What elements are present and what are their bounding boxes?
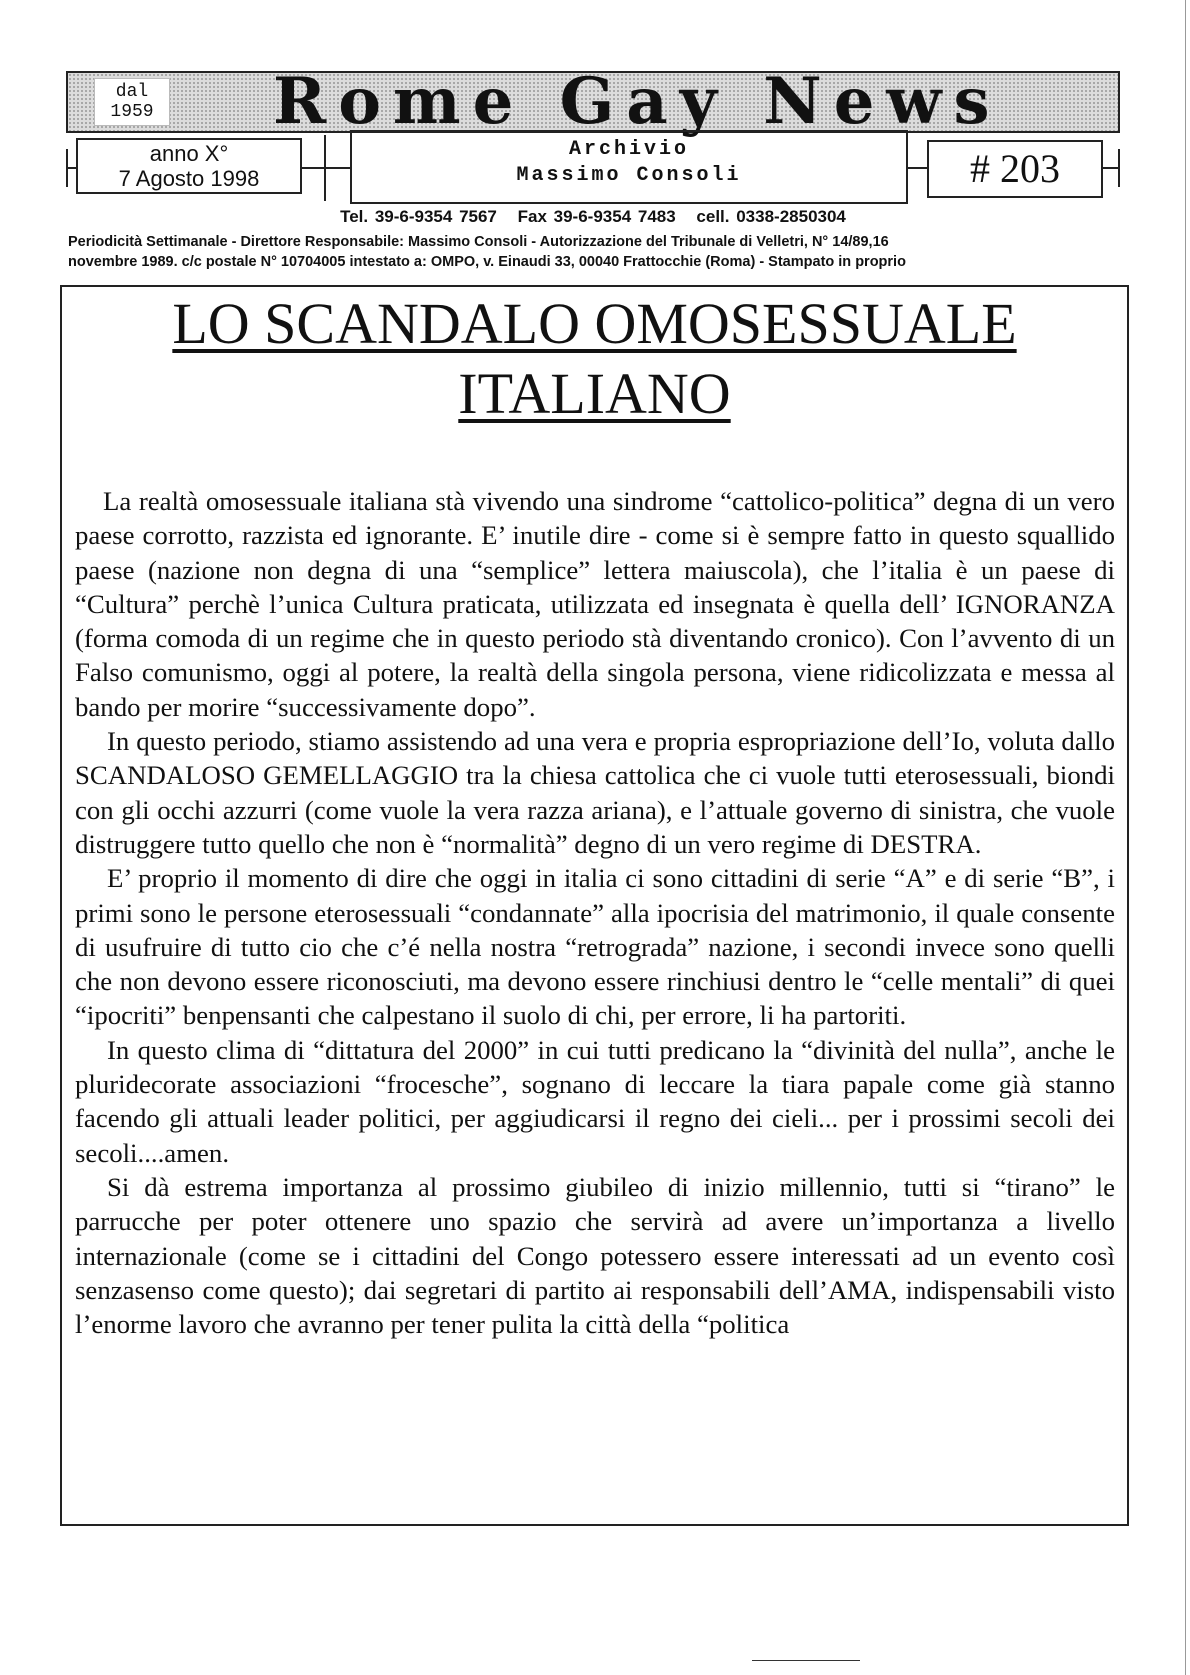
archive-owner: Massimo Consoli [516, 164, 742, 187]
footer-rule [752, 1660, 860, 1661]
archive-box [350, 130, 908, 204]
connector-rule [1118, 149, 1120, 187]
page-edge-line [1185, 0, 1186, 1675]
issue-number: # 203 [970, 146, 1060, 191]
issue-info-box [76, 138, 302, 194]
connector-rule [908, 167, 927, 169]
connector-rule [324, 135, 326, 201]
article-paragraph: In questo periodo, stiamo assistendo ad una vera e propria espropriazione dell’Io, voluta dallo SCANDALOSO GEMELLAGGIO tra la chiesa cattolica che ci vuole tutti eterosessuali, biondi con gli occhi azzurri (come vuole la vera razza ariana), e l’attuale governo di sinistra, che vuole distruggere tutto quello che non è “normalità” degno di un vero regime di DESTRA. [75, 726, 1115, 859]
issue-year: anno X° [149, 141, 229, 166]
since-label: dal [115, 82, 149, 102]
connector-rule [66, 149, 68, 187]
headline-line-2: ITALIANO [458, 361, 731, 426]
article-paragraph: In questo clima di “dittatura del 2000” in cui tutti predicano la “divinità del nulla”, anche le pluridecorate associazioni “frocesche”, sognano di leccare la tiara papale come già stanno facendo gli attuali leader politici, per aggiudicarsi il regno dei cieli... per i prossimi secoli dei secoli....amen. [75, 1034, 1115, 1168]
publication-legal-notice [68, 232, 1118, 272]
cell-number: cell. 0338-2850304 [696, 207, 846, 226]
article-paragraph: Si dà estrema importanza al prossimo giubileo di inizio millennio, tutti si “tirano” le parrucche per poter ottenere uno spazio che servirà ad avere un’importanza a livello internazionale (come se i cittadini del Congo potessero essere interessati ad un evento così senzasenso come questo); dai segretari di partito ai responsabili dell’AMA, indispensabili visto l’enorme lavoro che avranno per tener pulita la città della “politica [75, 1171, 1115, 1340]
article-paragraph: E’ proprio il momento di dire che oggi in italia ci sono cittadini di serie “A” e di serie “B”, i primi sono le persone eterosessuali “condannate” alla ipocrisia del matrimonio, il quale consente di usufruire di tutto cio che c’é nella nostra “retrograda” nazione, i secondi invece sono quelli che non devono essere riconosciuti, ma devono essere rinchiusi dentro le “celle mentali” di quei “ipocriti” benpensanti che calpestano il suolo di chi, per errore, li ha partoriti. [75, 863, 1115, 1031]
article-body [75, 484, 1115, 1341]
article-frame [60, 285, 1129, 1526]
issue-date: 7 Agosto 1998 [118, 166, 260, 191]
headline-line-1: LO SCANDALO OMOSESSUALE [172, 291, 1017, 356]
issue-number-box [927, 140, 1103, 198]
connector-rule [302, 167, 350, 169]
contact-line [66, 207, 1120, 227]
newspaper-title: Rome Gay News [273, 64, 1002, 139]
since-year: 1959 [110, 102, 154, 122]
phone-number: Tel. 39-6-9354 7567 [340, 207, 497, 226]
archive-label: Archivio [568, 138, 689, 161]
masthead-banner [66, 64, 1120, 139]
since-badge [94, 78, 170, 126]
article-paragraph: La realtà omosessuale italiana stà vivendo una sindrome “cattolico-politica” degna di un vero paese corrotto, razzista ed ignorante. E’ inutile dire - come si è sempre fatto in questo squallido paese (nazione non degna di una “semplice” lettera maiuscola), che l’italia è un paese di “Cultura” perchè l’unica Cultura praticata, utilizzata ed insegnata è quella dell’ IGNORANZA (forma comoda di un regime che in questo periodo stà diventando cronico). Con l’avvento di un Falso comunismo, oggi al potere, la realtà della singola persona, viene ridicolizzata e messa al bando per morire “successivamente dopo”. [75, 486, 1115, 722]
legal-line-2: novembre 1989. c/c postale N° 10704005 intestato a: OMPO, v. Einaudi 33, 00040 Frattocchie (Roma) - Stampato in proprio [68, 254, 906, 270]
article-headline [62, 289, 1127, 429]
legal-line-1: Periodicità Settimanale - Direttore Responsabile: Massimo Consoli - Autorizzazione del Tribunale di Velletri, N° 14/89,16 [68, 234, 889, 250]
fax-number: Fax 39-6-9354 7483 [517, 207, 676, 226]
